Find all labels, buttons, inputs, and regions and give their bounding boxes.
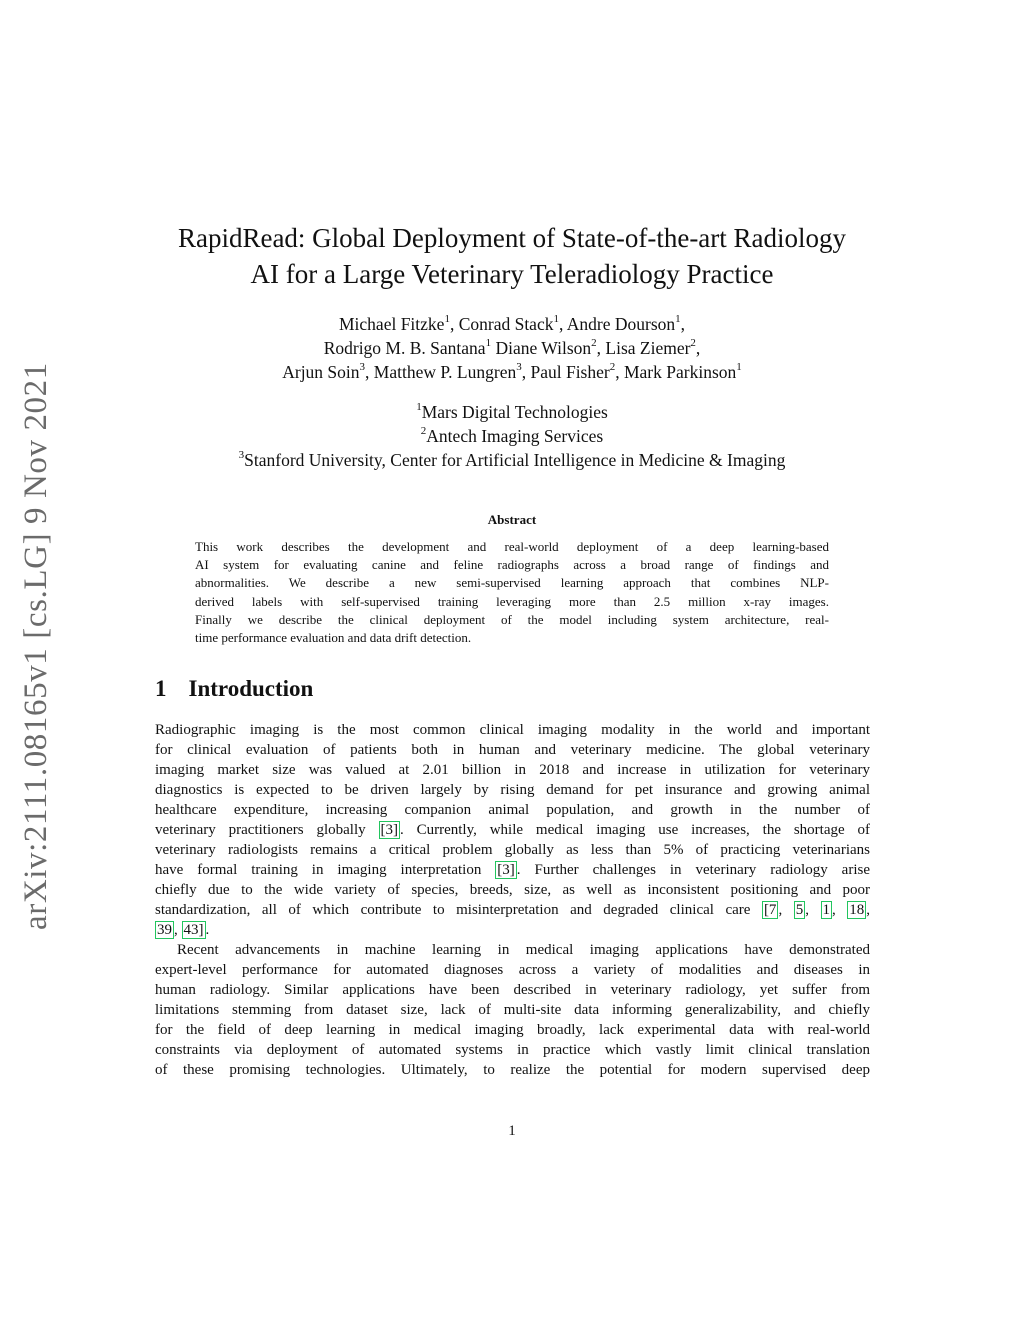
- paragraph-line: of these promising technologies. Ultimately, to realize the potential for modern supervised deep: [155, 1062, 870, 1078]
- affiliation-marker: 1: [553, 313, 559, 326]
- paragraph-line: Recent advancements in machine learning in medical imaging applications have demonstrated: [177, 942, 870, 958]
- paragraph-line: limitations stemming from dataset size, lack of multi-site data informing generalizability, and chiefly: [155, 1002, 870, 1018]
- title-line: RapidRead: Global Deployment of State-of-the-art Radiology: [177, 223, 847, 253]
- paragraph-line: expert-level performance for automated diagnoses across a variety of modalities and diseases in: [155, 962, 870, 978]
- affiliation-marker: 1: [485, 337, 492, 350]
- paragraph-line: diagnostics is expected to be driven largely by rising demand for pet insurance and growing animal: [155, 782, 870, 798]
- affiliation-marker: 3: [359, 361, 366, 374]
- section-heading-introduction: [155, 676, 313, 702]
- paragraph-line: standardization, all of which contribute to misinterpretation and degraded clinical care [7 , 5 , 1 , 18 ,: [155, 902, 871, 918]
- citation-link[interactable]: 39: [157, 922, 172, 938]
- paragraph-line: chiefly due to the wide variety of species, breeds, size, as well as inconsistent positioning and poor: [155, 882, 870, 898]
- abstract-line: Finally we describe the clinical deployment of the model including system architecture, real-: [195, 611, 829, 627]
- affiliation-marker: 2: [690, 337, 696, 350]
- section-number: 1: [155, 676, 167, 701]
- author-line: [100, 336, 924, 360]
- paragraph-line: for the field of deep learning in medical imaging broadly, lack experimental data with real-world: [155, 1022, 870, 1038]
- paragraph-line: constraints via deployment of automated systems in practice which vastly limit clinical translation: [155, 1042, 870, 1058]
- author-separator: ,: [695, 338, 701, 358]
- section-title: Introduction: [188, 676, 314, 701]
- paragraph-line: veterinary practitioners globally [3] . Currently, while medical imaging use increases, the shortage of: [155, 822, 870, 838]
- paragraph-line: for clinical evaluation of patients both in human and veterinary medicine. The global veterinary: [155, 742, 870, 758]
- affiliation-marker: 1: [675, 313, 681, 326]
- author-separator: ,: [680, 314, 686, 334]
- affiliation-marker: 2: [591, 337, 597, 350]
- author-name: , Mark Parkinson: [615, 362, 737, 382]
- author-name: Arjun Soin: [282, 362, 360, 382]
- author-name: Michael Fitzke: [338, 314, 445, 334]
- citation-link[interactable]: 18: [849, 902, 865, 918]
- citation-link[interactable]: 5: [795, 902, 804, 918]
- citation-link[interactable]: 1: [822, 902, 830, 918]
- citation-link[interactable]: [7: [763, 902, 777, 918]
- author-line: [100, 360, 924, 384]
- paragraph-line: 39 , 43] .: [157, 922, 210, 938]
- affiliation-marker: 1: [444, 313, 450, 326]
- citation-link[interactable]: [3]: [380, 822, 398, 838]
- author-name: , Lisa Ziemer: [596, 338, 691, 358]
- affiliation: $^2$Antech Imaging Services: [420, 425, 604, 446]
- affiliation: $^3$Stanford University, Center for Artificial Intelligence in Medicine & Imaging: [238, 449, 786, 470]
- paragraph-line: have formal training in imaging interpretation [3] . Further challenges in veterinary radiology arise: [155, 862, 870, 878]
- introduction-body: [155, 720, 870, 1080]
- abstract-body: [195, 538, 829, 647]
- affiliation: $^1$Mars Digital Technologies: [416, 401, 608, 422]
- author-name: , Paul Fisher: [521, 362, 610, 382]
- author-name: , Matthew P. Lungren: [365, 362, 517, 382]
- author-name: Diane Wilson: [491, 338, 592, 358]
- paragraph-line: veterinary radiologists remains a critical problem globally as less than 5% of practicing veterinarians: [155, 842, 870, 858]
- paragraph-line: imaging market size was valued at 2.01 billion in 2018 and increase in utilization for veterinary: [155, 762, 870, 778]
- abstract-line: abnormalities. We describe a new semi-supervised learning approach that combines NLP-: [195, 575, 829, 591]
- citation-link[interactable]: 43]: [183, 922, 204, 938]
- author-line: [100, 312, 924, 336]
- paper-title: [100, 220, 924, 292]
- abstract-heading: Abstract: [487, 512, 537, 527]
- arxiv-identifier: arXiv:2111.08165v1 [cs.LG] 9 Nov 2021: [18, 362, 54, 930]
- author-name: Rodrigo M. B. Santana: [323, 338, 486, 358]
- affiliation-list: [100, 400, 924, 472]
- paragraph-line: human radiology. Similar applications have been described in veterinary radiology, yet suffer from: [155, 982, 870, 998]
- abstract-line: time performance evaluation and data drift detection.: [195, 629, 472, 645]
- abstract-line: AI system for evaluating canine and feline radiographs across a broad range of findings and: [195, 557, 829, 573]
- author-name: , Conrad Stack: [449, 314, 554, 334]
- paragraph-line: healthcare expenditure, increasing companion animal population, and growth in the number of: [155, 802, 870, 818]
- abstract-line: This work describes the development and real-world deployment of a deep learning-based: [195, 539, 829, 554]
- citation-link[interactable]: [3]: [497, 862, 515, 878]
- affiliation-marker: 1: [736, 361, 742, 374]
- affiliation-marker: 3: [516, 361, 522, 374]
- affiliation-marker: 2: [609, 361, 616, 374]
- author-name: , Andre Dourson: [558, 314, 676, 334]
- author-list: [100, 312, 924, 384]
- title-line: AI for a Large Veterinary Teleradiology Practice: [250, 259, 774, 289]
- abstract-line: derived labels with self-supervised training leveraging more than 2.5 million x-ray images.: [195, 593, 829, 609]
- page-number: 1: [508, 1123, 516, 1139]
- paragraph-line: Radiographic imaging is the most common clinical imaging modality in the world and important: [155, 722, 870, 738]
